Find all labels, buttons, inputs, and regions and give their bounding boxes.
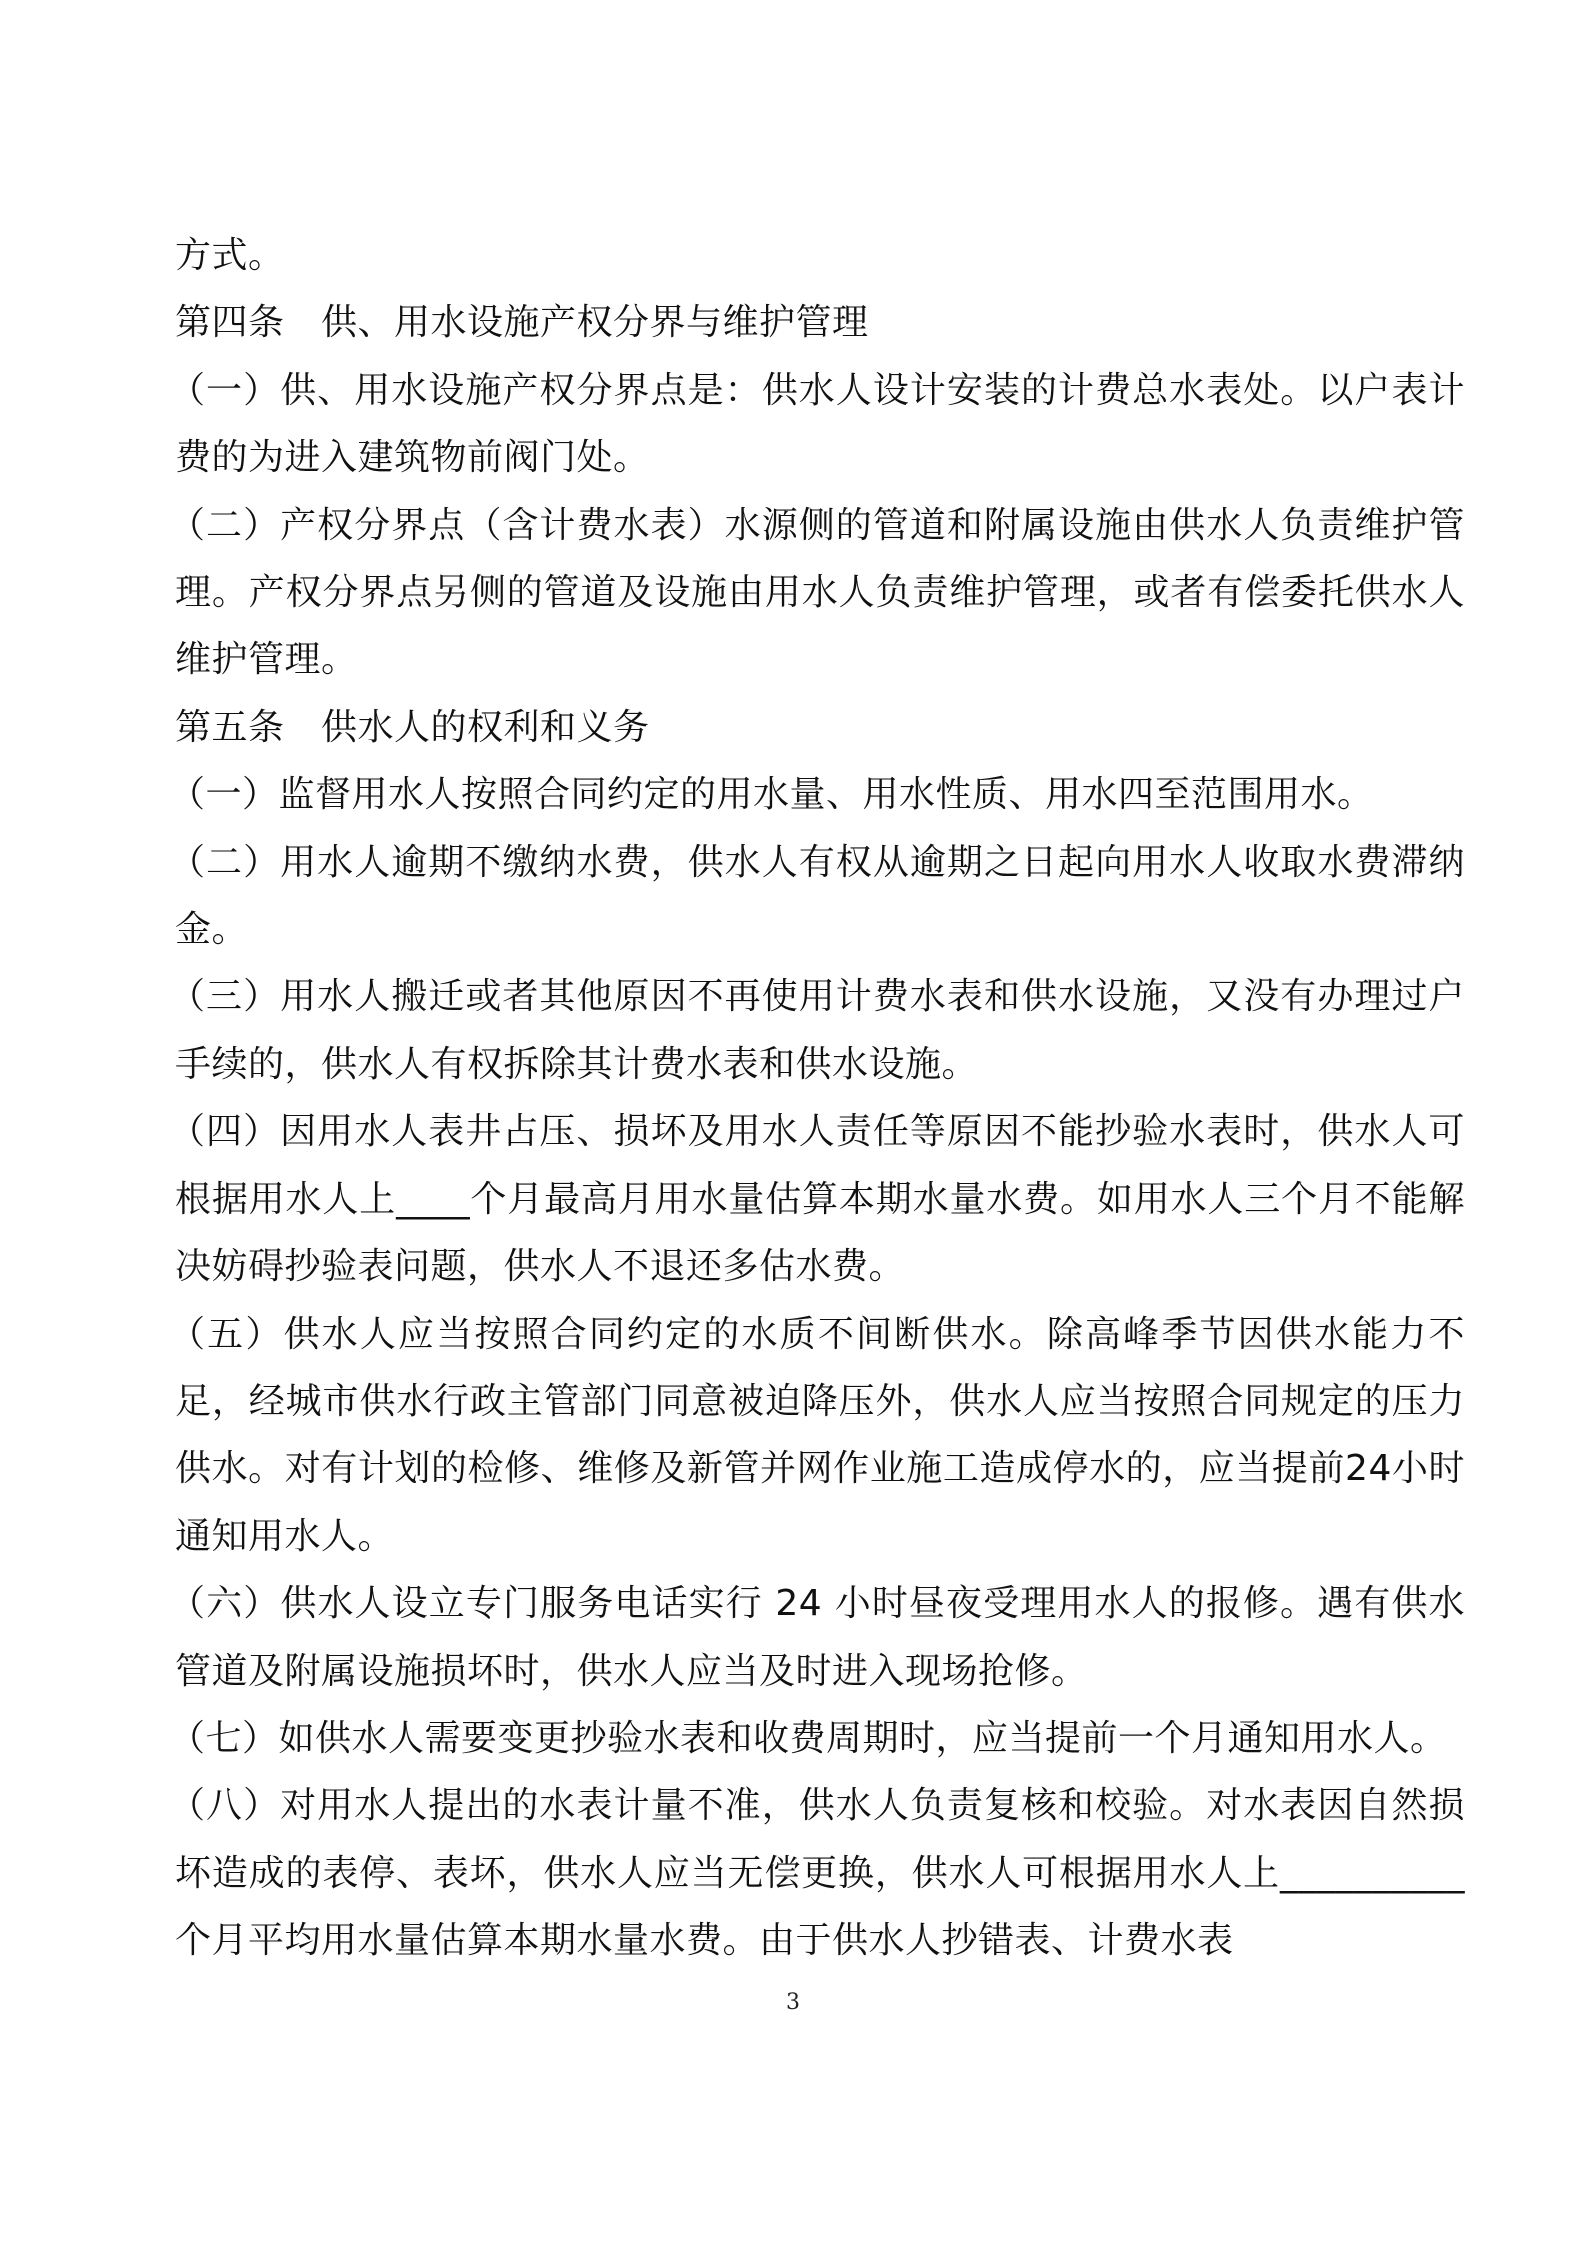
article-4-clause-1: （一）供、用水设施产权分界点是：供水人设计安装的计费总水表处。以户表计费的为进入建筑物前阀门处。 xyxy=(169,369,1465,479)
article-5-clause-2: （二）用水人逾期不缴纳水费，供水人有权从逾期之日起向用水人收取水费滞纳金。 xyxy=(169,841,1465,951)
article-5-clause-5: （五）供水人应当按照合同约定的水质不间断供水。除高峰季节因供水能力不足，经城市供水行政主管部门同意被迫降压外，供水人应当按照合同规定的压力供水。对有计划的检修、维修及新管并网作业施工造成停水的，应当提前24小时通知用水人。 xyxy=(169,1313,1465,1557)
article-4-heading: 第四条 供、用水设施产权分界与维护管理 xyxy=(175,302,869,344)
article-5-heading: 第五条 供水人的权利和义务 xyxy=(175,706,650,748)
article-5-clause-7: （七）如供水人需要变更抄验水表和收费周期时，应当提前一个月通知用水人。 xyxy=(169,1717,1447,1759)
paragraph-continuation: 方式。 xyxy=(175,235,285,276)
page-number: 3 xyxy=(786,1990,800,2015)
article-5-clause-1: （一）监督用水人按照合同约定的用水量、用水性质、用水四至范围用水。 xyxy=(169,774,1374,816)
article-5-clause-8: （八）对用水人提出的水表计量不准，供水人负责复核和校验。对水表因自然损坏造成的表停、表坏，供水人应当无偿更换，供水人可根据用水人上__________个月平均用水量估算本期水量水费。由于供水人抄错表、计费水表 xyxy=(169,1785,1465,1962)
article-5-clause-6: （六）供水人设立专门服务电话实行 24 小时昼夜受理用水人的报修。遇有供水管道及附属设施损坏时，供水人应当及时进入现场抢修。 xyxy=(169,1583,1465,1692)
article-4-clause-2: （二）产权分界点（含计费水表）水源侧的管道和附属设施由供水人负责维护管理。产权分界点另侧的管道及设施由用水人负责维护管理，或者有偿委托供水人维护管理。 xyxy=(169,504,1465,681)
article-5-clause-4: （四）因用水人表井占压、损坏及用水人责任等原因不能抄验水表时，供水人可根据用水人上____个月最高月用水量估算本期水量水费。如用水人三个月不能解决妨碍抄验表问题，供水人不退还多估水费。 xyxy=(169,1111,1465,1288)
article-5-clause-3: （三）用水人搬迁或者其他原因不再使用计费水表和供水设施，又没有办理过户手续的，供水人有权拆除其计费水表和供水设施。 xyxy=(169,976,1465,1085)
document-body xyxy=(169,222,1465,1975)
